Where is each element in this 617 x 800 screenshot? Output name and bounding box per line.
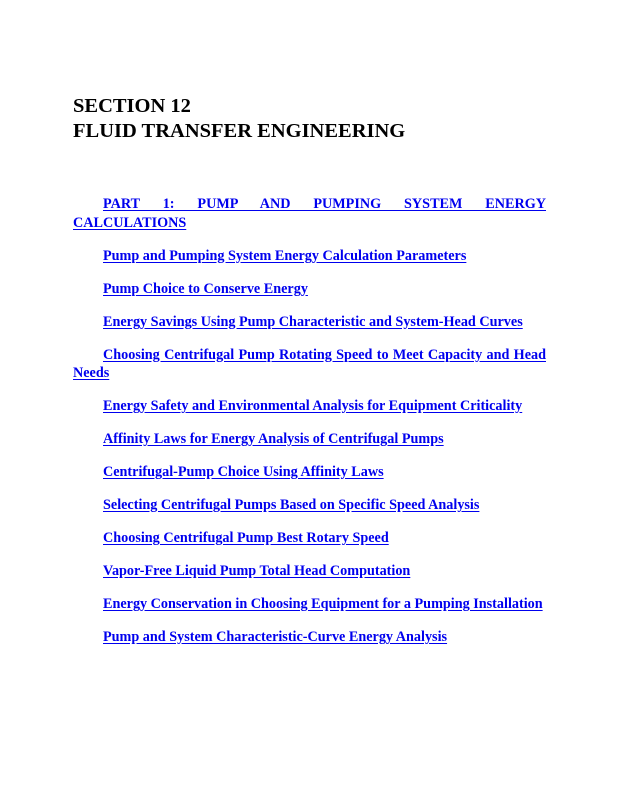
toc-link-energy-calculation-parameters[interactable]: Pump and Pumping System Energy Calculation Parameters — [103, 247, 467, 264]
toc-link-affinity-laws-energy-analysis[interactable]: Affinity Laws for Energy Analysis of Centrifugal Pumps — [103, 431, 444, 447]
toc-link-pump-choice-affinity-laws[interactable]: Centrifugal-Pump Choice Using Affinity Laws — [103, 464, 384, 480]
toc-link-best-rotary-speed[interactable]: Choosing Centrifugal Pump Best Rotary Speed — [103, 530, 389, 546]
toc-link-part-1[interactable]: PART 1: PUMP AND PUMPING SYSTEM ENERGY CALCULATIONS — [73, 196, 546, 231]
toc-link-pump-choice-conserve-energy[interactable]: Pump Choice to Conserve Energy — [103, 280, 308, 297]
document-page — [73, 94, 546, 661]
toc-link-energy-savings-curves[interactable]: Energy Savings Using Pump Characteristic and System-Head Curves — [103, 313, 523, 330]
toc-link-energy-conservation-pumping-installation[interactable]: Energy Conservation in Choosing Equipment for a Pumping Installation — [103, 596, 543, 612]
toc-link-rotating-speed-capacity-head[interactable]: Choosing Centrifugal Pump Rotating Speed to Meet Capacity and Head Needs — [73, 346, 546, 381]
toc-link-total-head-computation[interactable]: Vapor-Free Liquid Pump Total Head Computation — [103, 563, 411, 579]
toc-link-specific-speed-analysis[interactable]: Selecting Centrifugal Pumps Based on Specific Speed Analysis — [103, 497, 480, 513]
section-number: SECTION 12 — [73, 95, 191, 117]
section-title: FLUID TRANSFER ENGINEERING — [73, 120, 406, 142]
toc-link-equipment-criticality[interactable]: Energy Safety and Environmental Analysis for Equipment Criticality — [103, 398, 523, 414]
table-of-contents — [73, 195, 546, 647]
toc-link-characteristic-curve-analysis[interactable]: Pump and System Characteristic-Curve Energy Analysis — [103, 629, 448, 645]
